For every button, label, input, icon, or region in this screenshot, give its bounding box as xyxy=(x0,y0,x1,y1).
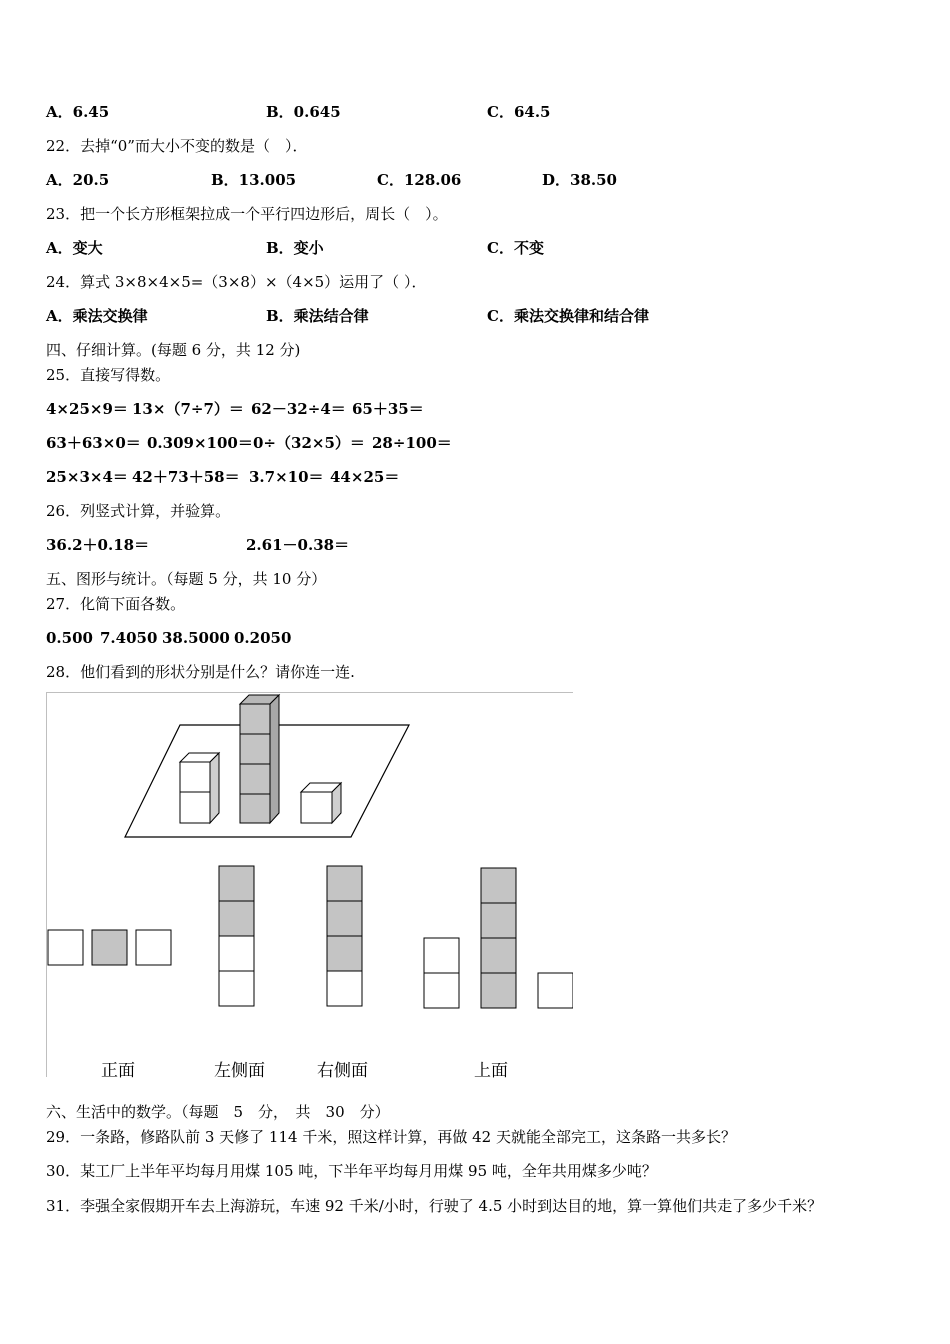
q26-stem: 26．列竖式计算，并验算。 xyxy=(46,502,231,520)
section-4-heading: 四、仔细计算。(每题 6 分，共 12 分) xyxy=(46,341,301,359)
q27-stem: 27．化简下面各数。 xyxy=(46,595,186,613)
q25-r2-c2: 0.309×100＝ xyxy=(147,434,253,452)
q25-stem: 25．直接写得数。 xyxy=(46,366,171,384)
q23-option-c: C．不变 xyxy=(487,239,544,257)
q24-option-b: B．乘法结合律 xyxy=(266,307,369,325)
q25-r3-c2: 42＋73＋58＝ xyxy=(132,468,240,486)
label-left-side: 左侧面 xyxy=(214,1061,265,1081)
q26-item-2: 2.61－0.38＝ xyxy=(246,536,350,554)
view-shape-4 xyxy=(424,868,573,1008)
q29-text: 29．一条路，修路队前 3 天修了 114 千米，照这样计算，再做 42 天就能全部完工，这条路一共多长？ xyxy=(46,1128,736,1146)
q21-option-c: C．64.5 xyxy=(487,103,551,121)
q25-r2-c4: 28÷100＝ xyxy=(372,434,452,452)
q23-stem: 23．把一个长方形框架拉成一个平行四边形后，周长（ ）。 xyxy=(46,205,448,223)
label-top: 上面 xyxy=(474,1061,508,1081)
cube-stack-left xyxy=(180,753,219,823)
q26-item-1: 36.2＋0.18＝ xyxy=(46,536,150,554)
view-shape-3 xyxy=(327,866,362,1006)
q22-option-a: A．20.5 xyxy=(46,171,110,189)
q27-item-2: 7.4050 xyxy=(100,629,158,647)
q25-r3-c3: 3.7×10＝ xyxy=(249,468,324,486)
q27-item-1: 0.500 xyxy=(46,629,93,647)
q31-text: 31．李强全家假期开车去上海游玩，车速 92 千米/小时，行驶了 4.5 小时到达目的地，算一算他们共走了多少千米？ xyxy=(46,1197,823,1215)
section-5-heading: 五、图形与统计。（每题 5 分，共 10 分） xyxy=(46,570,327,588)
q25-r1-c4: 65＋35＝ xyxy=(352,400,424,418)
q25-r1-c3: 62－32÷4＝ xyxy=(251,400,346,418)
q28-stem: 28．他们看到的形状分别是什么？请你连一连. xyxy=(46,663,355,681)
q23-option-a: A．变大 xyxy=(46,239,103,257)
q27-item-3: 38.5000 xyxy=(162,629,230,647)
q28-figure-svg xyxy=(46,692,573,1077)
q22-option-d: D．38.50 xyxy=(542,171,617,189)
q25-r1-c2: 13×（7÷7）＝ xyxy=(132,400,244,418)
view-shape-1 xyxy=(48,930,171,965)
q22-option-c: C．128.06 xyxy=(377,171,462,189)
q25-r3-c4: 44×25＝ xyxy=(330,468,400,486)
q28-figure xyxy=(46,692,573,1081)
section-6-heading: 六、生活中的数学。（每题 5 分， 共 30 分） xyxy=(46,1103,390,1121)
q21-option-b: B．0.645 xyxy=(266,103,341,121)
q22-option-b: B．13.005 xyxy=(211,171,297,189)
q30-text: 30．某工厂上半年平均每月用煤 105 吨，下半年平均每月用煤 95 吨，全年共用煤多少吨？ xyxy=(46,1162,657,1180)
q25-r3-c1: 25×3×4＝ xyxy=(46,468,128,486)
q24-option-c: C．乘法交换律和结合律 xyxy=(487,307,649,325)
cube-single-right xyxy=(301,783,341,823)
q27-item-4: 0.2050 xyxy=(234,629,292,647)
q25-r2-c1: 63＋63×0＝ xyxy=(46,434,141,452)
view-shape-2 xyxy=(219,866,254,1006)
q22-stem: 22．去掉“0”而大小不变的数是（ ）． xyxy=(46,137,308,155)
q25-r1-c1: 4×25×9＝ xyxy=(46,400,128,418)
label-right-side: 右侧面 xyxy=(317,1061,368,1081)
q24-option-a: A．乘法交换律 xyxy=(46,307,148,325)
q23-option-b: B．变小 xyxy=(266,239,324,257)
q21-option-a: A．6.45 xyxy=(46,103,110,121)
q25-r2-c3: 0÷（32×5）＝ xyxy=(253,434,365,452)
cube-stack-middle xyxy=(240,695,279,823)
label-front: 正面 xyxy=(101,1061,135,1081)
q24-stem: 24．算式 3×8×4×5=（3×8）×（4×5）运用了（ ）． xyxy=(46,273,427,291)
